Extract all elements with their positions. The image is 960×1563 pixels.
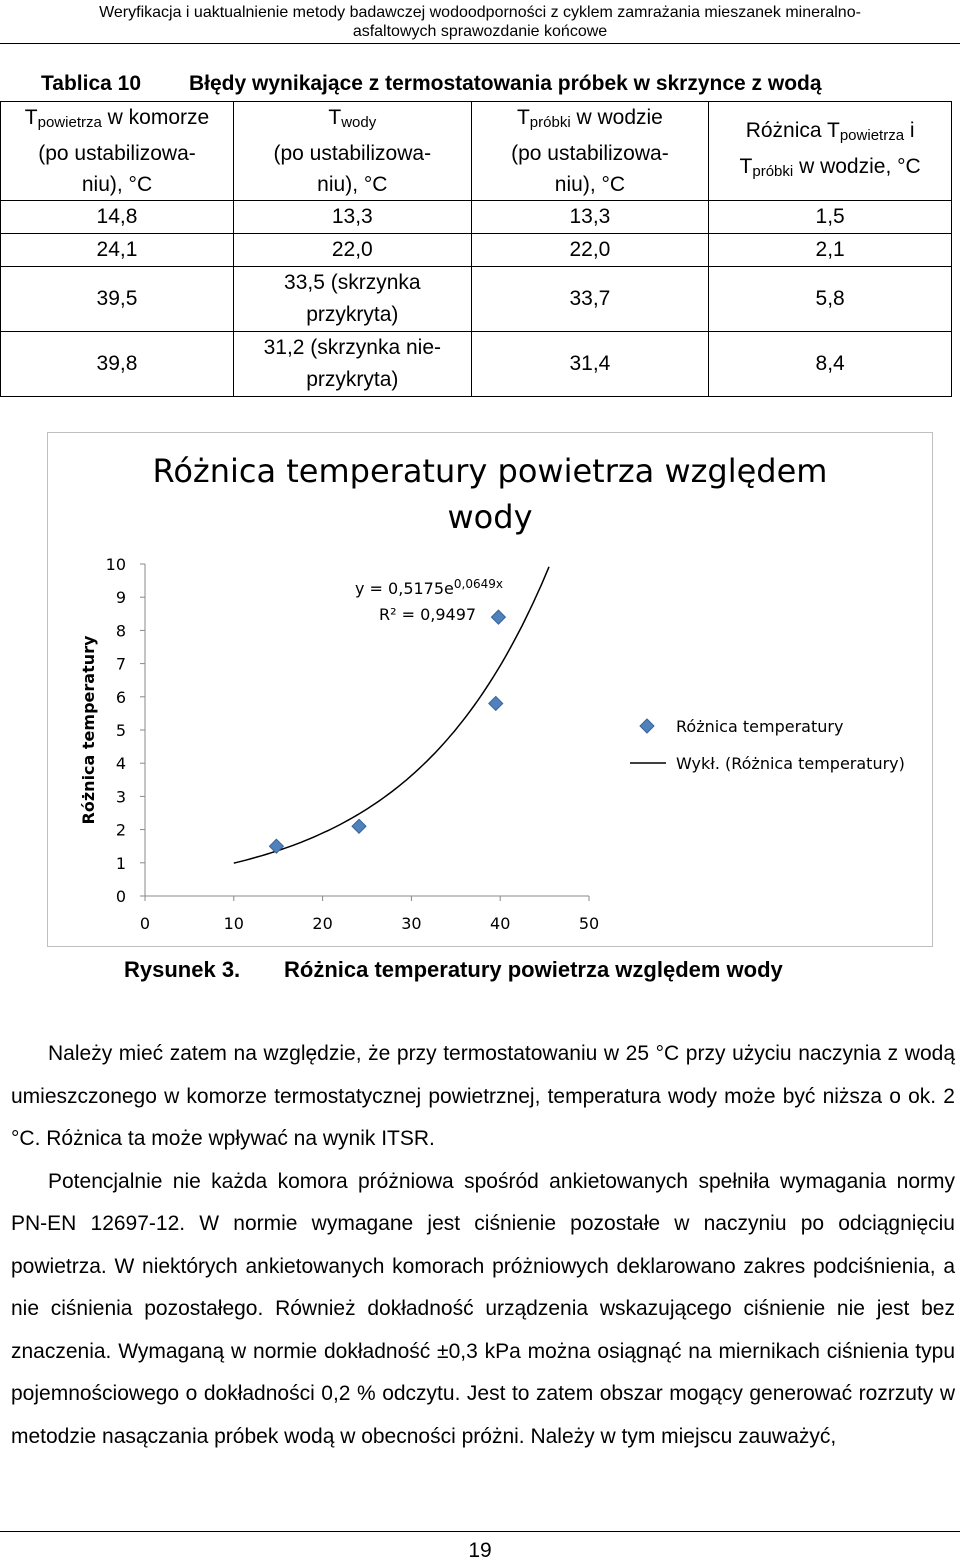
header-line-1: Weryfikacja i uaktualnienie metody badawczej wodoodporności z cyklem zamrażania mieszanek mineralno- [99,4,861,21]
equation-exponent: 0,0649x [453,577,503,591]
header-t-air-line2: (po ustabilizowa- [38,142,196,165]
y-tick-label: 10 [105,555,126,574]
header-t-sample-symbol: T [516,106,530,129]
cell-t-sample: 13,3 [471,201,709,234]
cell-t-water: 22,0 [233,234,471,267]
cell-t-air: 39,8 [1,332,234,397]
cell-t-sample: 33,7 [471,267,709,332]
data-point [491,610,505,624]
x-tick-label: 0 [139,914,151,933]
header-t-water-subscript: wody [341,114,377,131]
page-number: 19 [468,1539,492,1562]
y-tick-label: 0 [115,887,126,906]
chart-title-line1: Różnica temperatury powietrza względem [152,452,828,490]
y-tick-label: 8 [115,621,126,641]
body-text [11,1033,955,1458]
data-point [352,819,366,833]
header-t-air-line3: niu), °C [81,173,153,196]
x-tick-label: 30 [401,914,422,933]
y-tick-label: 6 [115,687,126,707]
header-t-water-line2: (po ustabilizowa- [273,142,432,165]
cell-t-water-line2: przykryta) [306,303,399,326]
header-t-sample-line3: niu), °C [554,173,626,196]
cell-t-water: 13,3 [233,201,471,234]
y-tick-label: 5 [115,721,126,740]
chart-title-line2: wody [447,498,533,536]
x-tick-label: 20 [312,914,333,933]
table-caption-number: Tablica 10 [41,72,141,95]
cell-difference: 8,4 [709,332,952,397]
y-tick-label: 2 [115,820,126,840]
header-t-air-subscript: powietrza [37,114,102,131]
header-difference-rest: w wodzie, °C [793,155,921,178]
cell-difference: 1,5 [709,201,952,234]
y-tick-label: 9 [115,588,126,608]
y-tick-label: 4 [115,754,126,774]
header-t-sample-line2: (po ustabilizowa- [511,142,669,165]
x-tick-label: 50 [578,914,600,933]
y-tick-label: 1 [115,853,126,873]
cell-t-water-line1: 33,5 (skrzynka [284,271,421,294]
header-t-water-line3: niu), °C [317,173,388,196]
cell-t-water-line2: przykryta) [306,368,399,391]
legend-marker-points [640,719,654,733]
header-difference-sub2: próbki [752,163,794,180]
header-difference-text: Różnica T [745,119,840,142]
header-t-water-symbol: T [328,106,342,129]
paragraph-2: Potencjalnie nie każda komora próżniowa spośród ankietowanych spełniła wymagania normy PN-EN 12697-12. W normie wymagane jest ciśnienie pozostałe w naczyniu po odciągnięciu powietrza. W niektórych ankietowanych komorach próżniowych deklarowano zakres podciśnienia, a nie ciśnienia pozostałego. Również dokładność urządzenia wskazującego ciśnienie nie jest bez znaczenia. Wymaganą w normie dokładność ±0,3 kPa można osiągnąć na miernikach ciśnienia typu pojemnościowego o dokładności 0,2 % odczytu. Jest to zatem obszar mogący generować rozrzuty w metodzie nasączania próbek wodą w obecności próżni. Należy w tym miejscu zauważyć, [11,1169,955,1448]
footer-divider [0,1531,960,1532]
table-caption-text: Błędy wynikające z termostatowania próbek w skrzynce z wodą [189,72,822,95]
trendline-equation [355,577,503,598]
figure-caption [124,957,783,983]
header-t-sample-subscript: próbki [529,114,571,131]
cell-t-sample: 22,0 [471,234,709,267]
data-point [269,839,283,853]
r-squared-label: R² = 0,9497 [379,605,477,624]
header-t-air-rest: w komorze [101,106,210,129]
header-difference-sub1: powietrza [839,127,905,144]
header-t-air-symbol: T [24,106,38,129]
x-tick-label: 40 [490,914,511,933]
figure-caption-text: Różnica temperatury powietrza względem wody [284,957,783,982]
cell-t-air: 39,5 [1,267,234,332]
cell-difference: 2,1 [709,234,952,267]
cell-t-water-line1: 31,2 (skrzynka nie- [263,336,441,359]
y-axis-label: Różnica temperatury [79,635,98,825]
y-tick-label: 7 [115,654,126,674]
header-t-sample-rest: w wodzie [570,106,663,129]
equation-base: y = 0,5175e [355,579,454,598]
figure-caption-number: Rysunek 3. [124,957,241,982]
header-difference-t: T [739,155,753,178]
cell-t-sample: 31,4 [471,332,709,397]
y-tick-label: 3 [115,787,126,807]
cell-t-air: 14,8 [1,201,234,234]
header-line-2: asfaltowych sprawozdanie końcowe [352,23,608,40]
x-tick-label: 10 [223,914,244,933]
cell-difference: 5,8 [709,267,952,332]
legend-label-trendline: Wykł. (Różnica temperatury) [676,754,905,773]
paragraph-1: Należy mieć zatem na względzie, że przy termostatowaniu w 25 °C przy użyciu naczynia z wodą umieszczonego w komorze termostatycznej powietrznej, temperatura wody może być niższa o ok. 2 °C. Różnica ta może wpływać na wynik ITSR. [11,1042,955,1150]
cell-t-air: 24,1 [1,234,234,267]
legend-label-points: Różnica temperatury [676,717,844,736]
header-difference-and: i [904,119,915,142]
data-point [489,696,503,710]
